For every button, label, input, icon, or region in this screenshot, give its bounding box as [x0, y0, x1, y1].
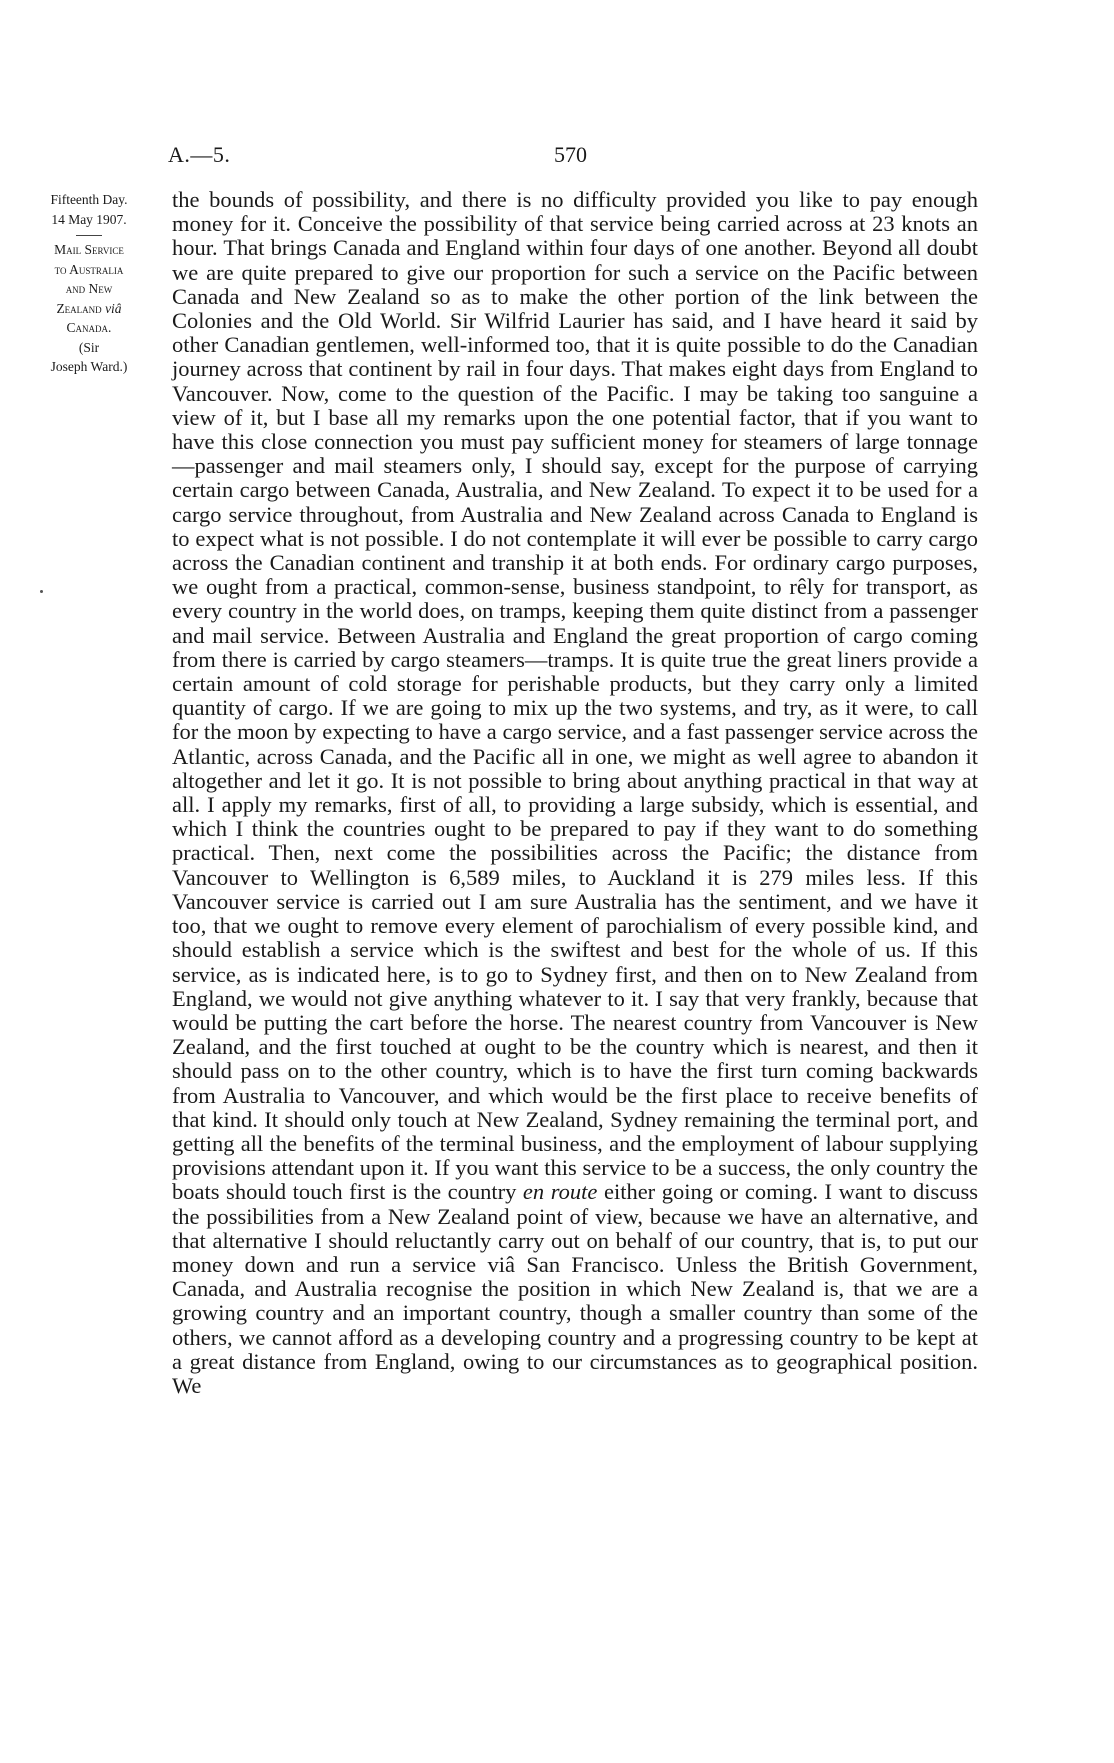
margin-date-day: Fifteenth Day.	[50, 192, 128, 207]
margin-speaker: Joseph Ward.)	[50, 359, 128, 374]
body-italic-phrase: en route	[522, 1179, 598, 1205]
margin-subject-line: to Australia	[54, 261, 124, 277]
body-paragraph	[172, 188, 978, 1398]
margin-note	[30, 190, 148, 377]
margin-speaker: (Sir	[78, 339, 100, 355]
body-text-part-1: the bounds of possibility, and there is no difficulty provided you like to pay enough money for it. Conceive the possibility of that service being carried across at 23 knots an hour. That brings Canada and England within four days of one another. Beyond all doubt we are quite prepared to give our proportion for such a service on the Pacific between Canada and New Zealand so as to make the other portion of the link between the Colonies and the Old World. Sir Wilfrid Laurier has said, and I have heard it said by other Canadian gentlemen, well-informed too, that it is quite possible to do the Canadian journey across that continent by rail in four days. That makes eight days from England to Vancouver. Now, come to the question of the Pacific. I may be taking too sanguine a view of it, but I base all my remarks upon the one potential factor, that if you want to have this close connection you must pay sufficient money for steamers of large tonnage—passenger and mail steamers only, I should say, except for the purpose of carrying certain cargo between Canada, Australia, and New Zealand. To expect it to be used for a cargo service throughout, from Australia and New Zealand across Canada to England is to expect what is not possible. I do not contemplate it will ever be possible to carry cargo across the Canadian continent and tranship it at both ends. For ordinary cargo purposes, we ought from a practical, common-sense, business standpoint, to rêly for transport, as every country in the world does, on tramps, keeping them quite distinct from a passenger and mail service. Between Australia and England the great proportion of cargo coming from there is carried by cargo steamers—tramps. It is quite true the great liners provide a certain amount of cold storage for perishable products, but they carry only a limited quantity of cargo. If we are going to mix up the two systems, and try, as it were, to call for the moon by expecting to have a cargo service, and a fast passenger service across the Atlantic, across Canada, and the Pacific all in one, we might as well agree to abandon it altogether and let it go. It is not possible to bring about anything practical in that way at all. I apply my remarks, first of all, to providing a large subsidy, which is essential, and which I think the countries ought to be prepared to pay if they want to do something practical. Then, next come the possibilities across the Pacific; the distance from Vancouver to Wellington is 6,589 miles, to Auckland it is 279 miles less. If this Vancouver service is carried out I am sure Australia has the sentiment, and we have it too, that we ought to remove every element of parochialism of every possible kind, and should establish a service which is the swiftest and best for the whole of us. If this service, as is indicated here, is to go to Sydney first, and then on to New Zealand from England, we would not give anything whatever to it. I say that very frankly, because that would be putting the cart before the horse. The nearest country from Vancouver is New Zealand, and the first touched at ought to be the country which is nearest, and then it should pass on to the other country, which is to have the first turn coming backwards from Australia to Vancouver, and which would be the first place to receive benefits of that kind. It should only touch at New Zealand, Sydney remaining the terminal port, and getting all the benefits of the terminal business, and the employment of labour supplying provisions attendant upon it. If you want this service to be a success, the only country the boats should touch first is the country	[172, 187, 978, 1205]
margin-divider	[76, 235, 102, 236]
margin-subject-line: and New	[65, 281, 113, 296]
margin-date: 14 May 1907.	[51, 211, 127, 227]
margin-subject-line: Mail Service	[54, 242, 124, 257]
margin-subject-line	[30, 299, 148, 319]
margin-subject-italic: viâ	[105, 300, 122, 316]
margin-subject-line: Canada.	[66, 320, 112, 335]
page-number: 570	[554, 142, 587, 167]
print-speck	[40, 590, 43, 593]
body-text	[172, 188, 978, 1398]
document-reference: A.—5.	[168, 142, 231, 167]
body-text-part-2: either going or coming. I want to discuss the possibilities from a New Zealand point of view, because we have an alternative, and that alternative I should reluctantly carry out on behalf of our country, that is, to put our money down and run a service viâ San Francisco. Unless the British Government, Canada, and Australia recognise the position in which New Zealand is, that we are a growing country and an important country, though a smaller country than some of the others, we cannot afford as a developing country and a progressing country to be kept at a great distance from England, owing to our circumstances as to geographical position. We	[172, 1179, 978, 1398]
margin-subject-word: Zealand	[56, 300, 102, 316]
